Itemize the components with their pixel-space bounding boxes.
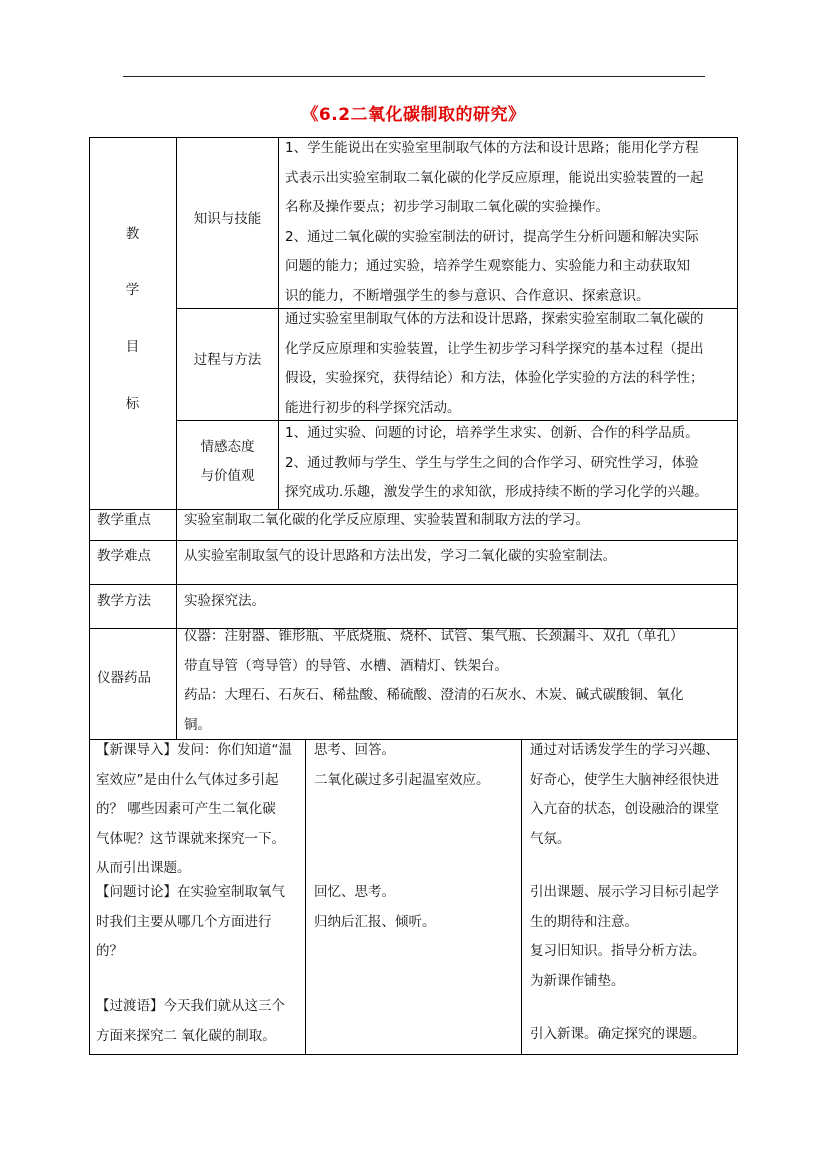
design-intent-1: 通过对话诱发学生的学习兴趣、 好奇心，使学生大脑神经很快进 入亢奋的状态，创设融洽的课堂 气氛。: [530, 742, 719, 847]
border-label-col: [176, 509, 177, 740]
materials-label: 仪器药品: [97, 670, 151, 686]
keypoint-label: 教学重点: [97, 512, 151, 528]
materials-text: 仪器：注射器、锥形瓶、平底烧瓶、烧杯、试管、集气瓶、长颈漏斗、双孔（单孔） 带直导管（弯导管）的导管、水槽、酒精灯、铁架台。 药品：大理石、石灰石、稀盐酸、稀硫酸、澄清的石灰水、木炭、碱式碳酸铜、氧化 铜。: [184, 628, 684, 733]
method-label: 教学方法: [97, 593, 151, 609]
difficulty-text: 从实验室制取氢气的设计思路和方法出发，学习二氧化碳的实验室制法。: [184, 548, 616, 564]
border-left: [89, 137, 90, 1055]
emotion-label-line1: 情感态度: [200, 439, 255, 455]
objectives-char-3: 目: [125, 339, 140, 355]
teacher-activity-2: 【问题讨论】在实验室制取氧气 时我们主要从哪几个方面进行 的？: [96, 884, 285, 959]
knowledge-text: 1、学生能说出在实验室里制取气体的方法和设计思路；能用化学方程 式表示出实验室制取二氧化碳的化学反应原理，能说出实验装置的一起 名称及操作要点；初步学习制取二氧化碳的实验操作。 2、通过二氧化碳的实验室制法的研讨，提高学生分析问题和解决实际 问题的能力；通过实验，培养学生观察能力、实验能力和主动获取知 识的能力，不断增强学生的参与意识、合作意识、探索意识。: [285, 140, 704, 304]
objectives-char-1: 教: [125, 226, 140, 242]
difficulty-label: 教学难点: [97, 548, 151, 564]
knowledge-label: 知识与技能: [193, 211, 262, 227]
process-text: 通过实验室里制取气体的方法和设计思路，探索实验室制取二氧化碳的 化学反应原理和实验装置，让学生初步学习科学探究的基本过程（提出 假设，实验探究，获得结论）和方法，体验化学实验的方法的科学性； 能进行初步的科学探究活动。: [285, 311, 704, 416]
design-intent-2: 引出课题、展示学习目标引起学 生的期待和注意。 复习旧知识。指导分析方法。 为新课作铺垫。: [530, 884, 719, 989]
objectives-char-2: 学: [125, 282, 140, 298]
border-keypoint-bottom: [89, 540, 738, 541]
teacher-activity-3: 【过渡语】今天我们就从这三个 方面来探究二 氧化碳的制取。: [96, 998, 285, 1044]
emotion-label-line2: 与价值观: [200, 468, 255, 484]
student-activity-1: 思考、回答。 二氧化碳过多引起温室效应。: [314, 742, 490, 788]
border-right: [737, 137, 738, 1055]
keypoint-text: 实验室制取二氧化碳的化学反应原理、实验装置和制取方法的学习。: [184, 512, 589, 528]
teacher-activity-1: 【新课导入】发问：你们知道“温 室效应”是由什么气体过多引起 的？ 哪些因素可产生二氧化碳 气体呢？这节课就来探究一下。 从而引出课题。: [96, 742, 292, 876]
objectives-char-4: 标: [125, 396, 140, 412]
header-rule: [123, 76, 705, 77]
student-activity-2: 回忆、思考。 归纳后汇报、倾听。: [314, 884, 436, 930]
border-bottom: [89, 1054, 738, 1055]
method-text: 实验探究法。: [184, 593, 265, 609]
emotion-text: 1、通过实验、问题的讨论，培养学生求实、创新、合作的科学品质。 2、通过教师与学生、学生与学生之间的合作学习、研究性学习，体验 探究成功.乐趣，激发学生的求知欲，形成持续不断的学习化学的兴趣。: [285, 425, 708, 500]
process-label: 过程与方法: [193, 352, 262, 368]
design-intent-3: 引入新课。确定探究的课题。: [530, 1026, 706, 1042]
border-sublabel: [278, 137, 279, 510]
border-process-col2: [521, 739, 522, 1055]
border-process-col1: [305, 739, 306, 1055]
page-title: 《6.2二氧化碳制取的研究》: [301, 105, 526, 125]
border-difficulty-bottom: [89, 584, 738, 585]
